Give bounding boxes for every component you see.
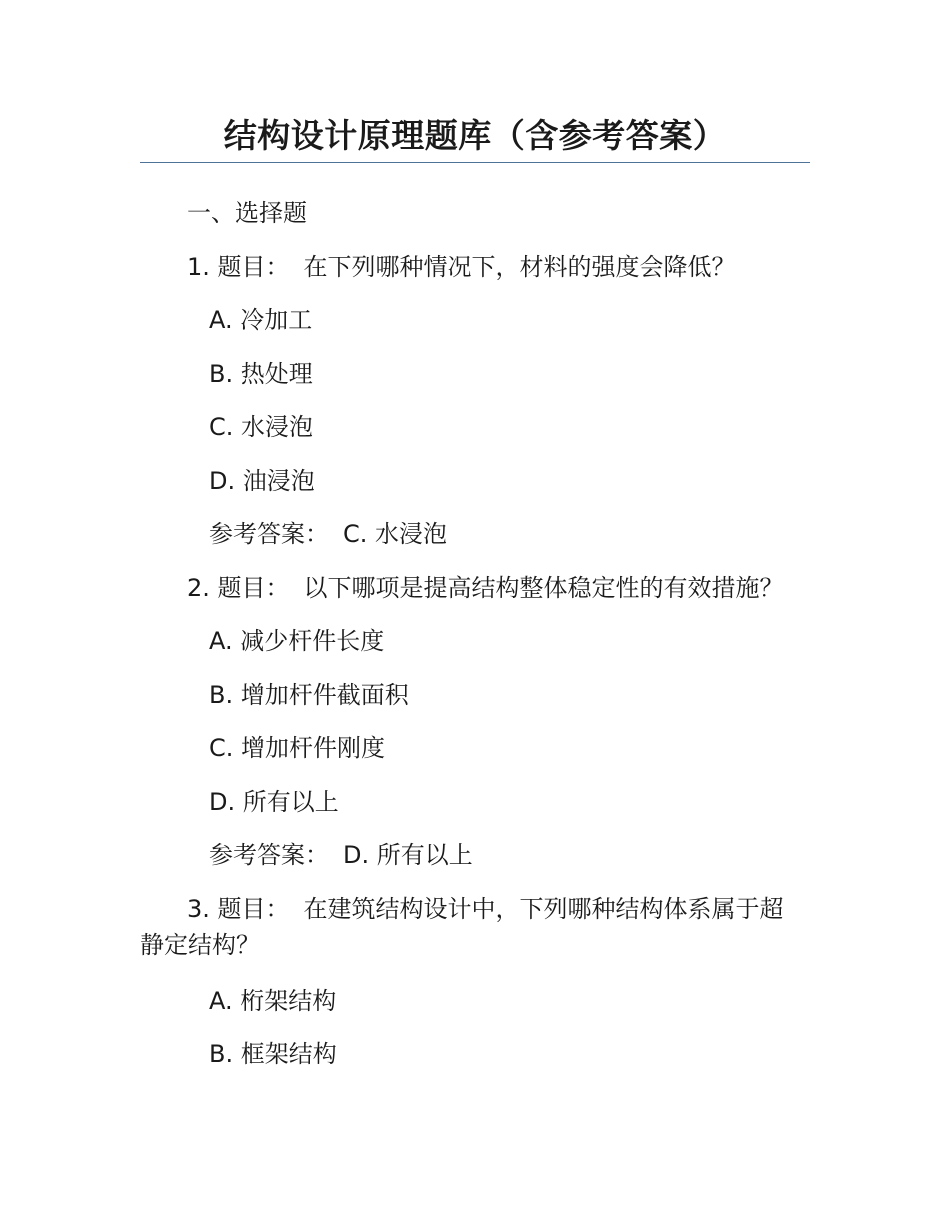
answer-value: D. 所有以上 xyxy=(343,841,473,869)
option-b: B. 增加杆件截面积 xyxy=(209,680,409,709)
answer-value: C. 水浸泡 xyxy=(343,520,448,548)
question-3 xyxy=(140,891,810,983)
question-number: 1. xyxy=(187,252,210,281)
document-body xyxy=(140,195,810,1090)
question-label: 题目： xyxy=(217,894,290,923)
answer-2 xyxy=(140,837,810,891)
option-d: D. 所有以上 xyxy=(209,787,339,816)
question-text: 以下哪项是提高结构整体稳定性的有效措施？ xyxy=(303,573,784,602)
question-line-2: 静定结构？ xyxy=(140,930,260,959)
option-b: B. 热处理 xyxy=(209,359,313,388)
option-c: C. 水浸泡 xyxy=(209,413,314,441)
question-2 xyxy=(140,570,810,624)
answer-label: 参考答案： xyxy=(209,841,329,869)
option-a: A. 桁架结构 xyxy=(209,986,337,1015)
question-label: 题目： xyxy=(217,573,290,602)
answer-1 xyxy=(140,516,810,570)
option-a: A. 减少杆件长度 xyxy=(209,627,385,655)
question-1 xyxy=(140,249,810,303)
question-text: 在下列哪种情况下，材料的强度会降低？ xyxy=(303,252,736,281)
question-number: 2. xyxy=(187,573,210,602)
section-heading: 一、选择题 xyxy=(187,199,307,227)
question-number: 3. xyxy=(187,894,210,923)
question-text: 在建筑结构设计中，下列哪种结构体系属于超 xyxy=(303,894,784,923)
title-divider xyxy=(140,162,810,163)
option-a: A. 冷加工 xyxy=(209,306,313,334)
option-b: B. 框架结构 xyxy=(209,1040,337,1068)
question-label: 题目： xyxy=(217,252,290,281)
option-c: C. 增加杆件刚度 xyxy=(209,734,386,762)
question-line-1 xyxy=(140,891,810,927)
answer-label: 参考答案： xyxy=(209,520,329,548)
option-d: D. 油浸泡 xyxy=(209,466,315,495)
document-title: 结构设计原理题库（含参考答案） xyxy=(223,116,727,155)
